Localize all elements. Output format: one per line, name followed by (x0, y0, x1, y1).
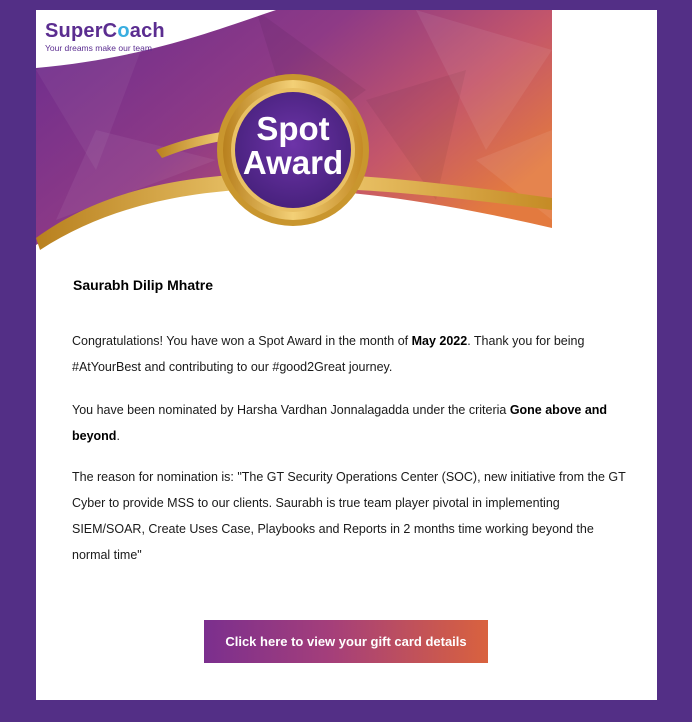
supercoach-logo (45, 20, 165, 53)
spot-award-badge (226, 112, 360, 180)
logo-tagline: Your dreams make our team (45, 43, 152, 53)
congratulations-paragraph: Congratulations! You have won a Spot Award in the month of May 2022. Thank you for being #AtYourBest and contributing to our #good2Great journey. (72, 334, 585, 374)
badge-line-1: Spot (256, 110, 330, 147)
recipient-name: Saurabh Dilip Mhatre (73, 277, 214, 293)
logo-wordmark: SuperCoach (45, 20, 165, 42)
award-banner (36, 10, 552, 260)
nomination-reason-paragraph: The reason for nomination is: "The GT Security Operations Center (SOC), new initiative from the GT Cyber to provide MSS to our clients. Saurabh is true team player pivotal in implementing SIEM/SOAR, Create Uses Case, Playbooks and Reports in 2 months time working beyond the normal time" (72, 470, 626, 562)
nomination-criteria: Gone above and beyond (72, 403, 608, 443)
email-card (36, 10, 657, 700)
nomination-paragraph: You have been nominated by Harsha Vardhan Jonnalagadda under the criteria Gone above and beyond. (72, 403, 608, 443)
award-month: May 2022 (411, 334, 468, 348)
gift-card-button[interactable]: Click here to view your gift card details (204, 620, 488, 663)
badge-line-2: Award (242, 144, 344, 181)
